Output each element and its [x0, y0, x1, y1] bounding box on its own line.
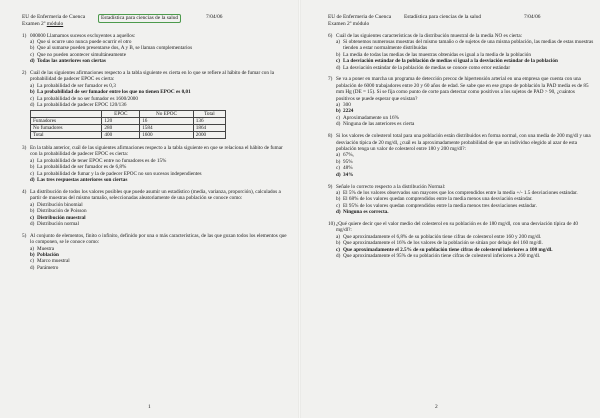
question-number: 7) [328, 76, 333, 83]
question-number: 8) [328, 133, 333, 140]
option-letter: c) [336, 202, 341, 209]
option-text: La probabilidad de no ser fumador es 1600/2000 [37, 95, 138, 102]
answer-options [22, 83, 288, 109]
question-number: 3) [22, 144, 27, 151]
option-letter: c) [30, 170, 35, 177]
option-text: La probabilidad de ser fumador es 0,3 [37, 82, 116, 89]
answer-options [328, 152, 594, 178]
option-letter: a) [336, 102, 341, 109]
option-text: Que si ocurre uno nunca puede ocurrir el otro [37, 38, 132, 45]
question-text: Se va a poner en marcha un programa de detección precoz de hipertensión arterial en una empresa que cuenta con una población de 6000 trabajadores entre 20 y 60 años de edad. Se sabe que en ese grupo de población la PAD media es de 85 mm Hg (DE = 15). Si se fija como punto de corte para detectar como positivos a los sujetos de PAD > 90, ¿cuántos positivos se puede esperar que existan? [336, 76, 589, 102]
question-text: ¿Qué quiere decir que el valor medio del colesterol en su población es de 180 mg/dl, con una desviación típica de 40 mg/dl?: [336, 221, 579, 234]
option-text: El 68% de los valores quedan comprendidos entre la media menos una desviación estándar. [343, 196, 533, 203]
table-header-cell: Total [193, 111, 225, 118]
option-text: Que aproximadamente el 6,8% de su población tiene cifras de colesterol entre 160 y 200 mg/dl. [343, 233, 542, 240]
option-text: El 5% de los valores observados son mayores que los comprendidos entre la media +/- 1.5 desviaciones estándar. [343, 189, 578, 196]
option-letter: c) [30, 95, 35, 102]
option-letter: a) [336, 189, 341, 196]
question-text: Cuál de las siguientes características de la distribución muestral de la media NO es cierta: [336, 32, 523, 39]
table-row [31, 132, 226, 139]
table-header-row [31, 111, 226, 118]
option-letter: d) [336, 209, 341, 216]
question-text: La distribución de todos los valores posibles que puede asumir un estadístico (media, varianza, proporción), calculados a partir de muestras del mismo tamaño, seleccionadas aleatoriamente de una población se conoce como: [30, 188, 281, 202]
course-title: Estadística para ciencias de la salud [404, 14, 482, 20]
option-text: La probabilidad de ser fumador es de 6,8% [37, 164, 127, 171]
option-text: Que no pueden acontecer simultáneamente [37, 51, 127, 58]
exam-date: 7/04/06 [524, 14, 541, 20]
option-text: La desviación estándar de la población de medias si igual a la desviación estándar de la población [343, 58, 558, 65]
answer-option [336, 65, 594, 71]
question [328, 221, 594, 259]
table-header-cell: EPOC [102, 111, 140, 118]
exam-title: Examen 2º módulo [22, 20, 64, 27]
answer-option [30, 221, 288, 227]
question [22, 145, 288, 183]
option-text: Ninguna es correcta. [343, 209, 389, 216]
option-letter: a) [30, 157, 35, 164]
option-letter: c) [30, 51, 35, 58]
table-header-cell: No EPOC [140, 111, 194, 118]
option-letter: a) [30, 201, 35, 208]
option-letter: b) [336, 51, 341, 58]
option-text: Todas las anteriores son ciertas [37, 58, 106, 65]
option-letter: a) [336, 233, 341, 240]
option-text: La desviación estándar de la población de medias se conoce como error estándar [343, 64, 511, 71]
exam-page-2 [300, 0, 600, 418]
option-letter: d) [30, 220, 35, 227]
option-letter: d) [336, 253, 341, 260]
question [22, 70, 288, 139]
table-cell: 280 [102, 125, 140, 132]
option-letter: d) [336, 64, 341, 71]
table-row [31, 118, 226, 125]
option-text: La probabilidad de tener EPOC entre no fumadores es de 15% [37, 157, 167, 164]
table-cell: 120 [102, 118, 140, 125]
option-letter: d) [30, 58, 35, 65]
answer-options [328, 190, 594, 216]
option-letter: a) [30, 82, 35, 89]
question [328, 76, 594, 127]
option-text: La probabilidad de padecer EPOC 120/136 [37, 102, 127, 109]
question-number: 10) [328, 221, 335, 228]
table-row [31, 125, 226, 132]
exam-date: 7/04/06 [206, 14, 223, 20]
question-text: En la tabla anterior, cuál de las siguientes afirmaciones respecto a la tabla siguiente en que se relaciona el hábito de fumar con la probabilidad de padecer EPOC es cierta: [30, 144, 283, 158]
table-cell: Total [31, 132, 102, 139]
table-header-cell [31, 111, 102, 118]
option-text: Que aproximadamente el 16% de los valores de la población se sitúan por debajo del 160 mg/dl. [343, 240, 543, 247]
page-header [328, 14, 594, 27]
answer-option [30, 265, 288, 271]
option-text: El 95% de los valores quedan comprendidos entre la media menos tres desviaciones estándar. [343, 202, 537, 209]
page-number: 2 [435, 403, 438, 410]
frequency-table [30, 110, 226, 139]
question-list [328, 33, 594, 260]
option-text: 67%, [343, 152, 354, 159]
option-text: Que al sumarse pueden presentarse dos, A y B, se llaman complementarios [37, 45, 193, 52]
table-cell: Fumadores [31, 118, 102, 125]
option-text: La probabilidad de ser fumador entre los que no tienen EPOC es 0,01 [37, 89, 191, 96]
question-list [22, 33, 288, 272]
question-number: 4) [22, 188, 27, 195]
table-cell: 1864 [193, 125, 225, 132]
answer-options [22, 202, 288, 228]
question-number: 1) [22, 32, 27, 39]
option-text: 95% [343, 158, 353, 165]
option-text: Que aproximadamente el 2.5% de su población tiene cifras de colesterol inferiores a 100 mg/dl. [343, 246, 553, 253]
question-text: Señale lo correcto respecto a la distribución Normal: [336, 183, 446, 190]
page-header [22, 14, 288, 27]
answer-option-correct [30, 58, 288, 64]
answer-options [328, 39, 594, 71]
option-text: 34% [343, 171, 354, 178]
question-number: 2) [22, 70, 27, 77]
answer-option-correct [336, 172, 594, 178]
option-letter: c) [336, 246, 341, 253]
table-cell: 1584 [140, 125, 194, 132]
answer-options [22, 246, 288, 272]
option-text: Las tres respuestas anteriores son ciertas [37, 177, 128, 183]
option-text: Distribución binomial [37, 201, 83, 208]
option-letter: d) [336, 171, 341, 178]
answer-options [328, 102, 594, 128]
option-text: 48% [343, 165, 353, 172]
option-letter: b) [30, 208, 35, 215]
exam-page-1 [0, 0, 298, 418]
option-letter: b) [30, 164, 35, 171]
question [22, 33, 288, 65]
option-letter: b) [336, 240, 341, 247]
option-text: Muestra [37, 245, 54, 252]
option-letter: a) [30, 38, 35, 45]
answer-options [22, 158, 288, 184]
question-number: 5) [22, 232, 27, 239]
table-cell: 16 [140, 118, 194, 125]
answer-options [328, 234, 594, 260]
option-text: Que aproximadamente el 95% de su población tiene cifras de colesterol inferiores a 260 mg/dl. [343, 253, 541, 260]
option-letter: b) [336, 196, 341, 203]
option-letter: b) [336, 158, 341, 165]
question-number: 6) [328, 32, 333, 39]
school-name: EU de Enfermeria de Cuenca [328, 14, 392, 20]
question-text: Al conjunto de elementos, finito o infinito, definido por una o más características, de las que gozan todos los elementos que lo componen, se le conoce como: [30, 232, 287, 246]
option-text: Aproximadamente un 16% [343, 114, 399, 121]
answer-options [22, 39, 288, 65]
option-letter: d) [30, 264, 35, 271]
question [22, 233, 288, 271]
answer-option-correct [30, 177, 288, 183]
option-letter: d) [30, 102, 35, 109]
option-text: La probabilidad de fumar y la de padecer EPOC no son sucesos independientes [37, 170, 202, 177]
question [328, 184, 594, 216]
option-text: Ninguna de las anteriores es cierta [343, 121, 415, 128]
option-letter: c) [336, 114, 341, 121]
option-letter: c) [336, 58, 341, 65]
option-letter: c) [30, 214, 35, 221]
question [22, 189, 288, 227]
option-letter: c) [336, 165, 341, 172]
course-title-highlight: Estadística para ciencias de la salud [98, 14, 181, 23]
option-letter: b) [30, 252, 35, 259]
question-text: 000000 Llamamos sucesos excluyentes a aquellos: [30, 32, 136, 39]
table-cell: No fumadores [31, 125, 102, 132]
option-letter: d) [30, 177, 35, 183]
question-text: Si los valores de colesterol total para una población están distribuidos en forma normal, con una media de 200 mg/dl y una desviación típica de 20 mg/dl, ¿cuál es la aproximadamente probabilidad de que un individuo elegido al azar de esta población tenga un valor de colesterol entre 180 y 200 mg/dl?: [336, 133, 591, 152]
question [328, 133, 594, 178]
option-letter: b) [30, 89, 35, 96]
table-cell: 2000 [193, 132, 225, 139]
option-text: Parámetro [37, 264, 59, 271]
answer-option [336, 39, 594, 52]
option-text: 2224 [343, 108, 354, 115]
option-text: Si obtenemos numerosas muestras del mismo tamaño o de sujetos de una misma población, las medias de estas muestras tienden a estar normalmente distribuidas [343, 38, 594, 52]
question [328, 33, 594, 71]
option-text: Distribución normal [37, 220, 79, 227]
table-cell: 1600 [140, 132, 194, 139]
question-text: Cuál de las siguientes afirmaciones respecto a la tabla siguiente es cierta en lo que se refiere al hábito de fumar con la probabilidad de padecer EPOC es cierta: [30, 70, 274, 83]
option-letter: a) [336, 152, 341, 159]
option-letter: c) [30, 258, 35, 265]
exam-title: Examen 2º módulo [328, 20, 370, 27]
answer-option [30, 102, 288, 108]
option-text: Distribución muestral [37, 214, 86, 221]
answer-option [336, 253, 594, 259]
option-text: Marco muestral [37, 258, 70, 265]
option-letter: a) [30, 245, 35, 252]
page-number: 1 [148, 403, 151, 410]
option-text: Población [37, 252, 59, 259]
option-letter: a) [336, 38, 341, 45]
option-letter: d) [336, 121, 341, 128]
option-text: La media de todas las medias de las muestras obtenidas es igual a la media de la población [343, 51, 531, 58]
table-cell: 136 [193, 118, 225, 125]
table-cell: 400 [102, 132, 140, 139]
option-text: 300 [343, 102, 351, 109]
option-letter: b) [30, 45, 35, 52]
question-number: 9) [328, 183, 333, 190]
school-name: EU de Enfermeria de Cuenca [22, 14, 86, 20]
option-letter: b) [336, 108, 341, 115]
option-text: Distribución de Poisson [37, 208, 87, 215]
answer-option [336, 121, 594, 127]
answer-option-correct [336, 209, 594, 215]
